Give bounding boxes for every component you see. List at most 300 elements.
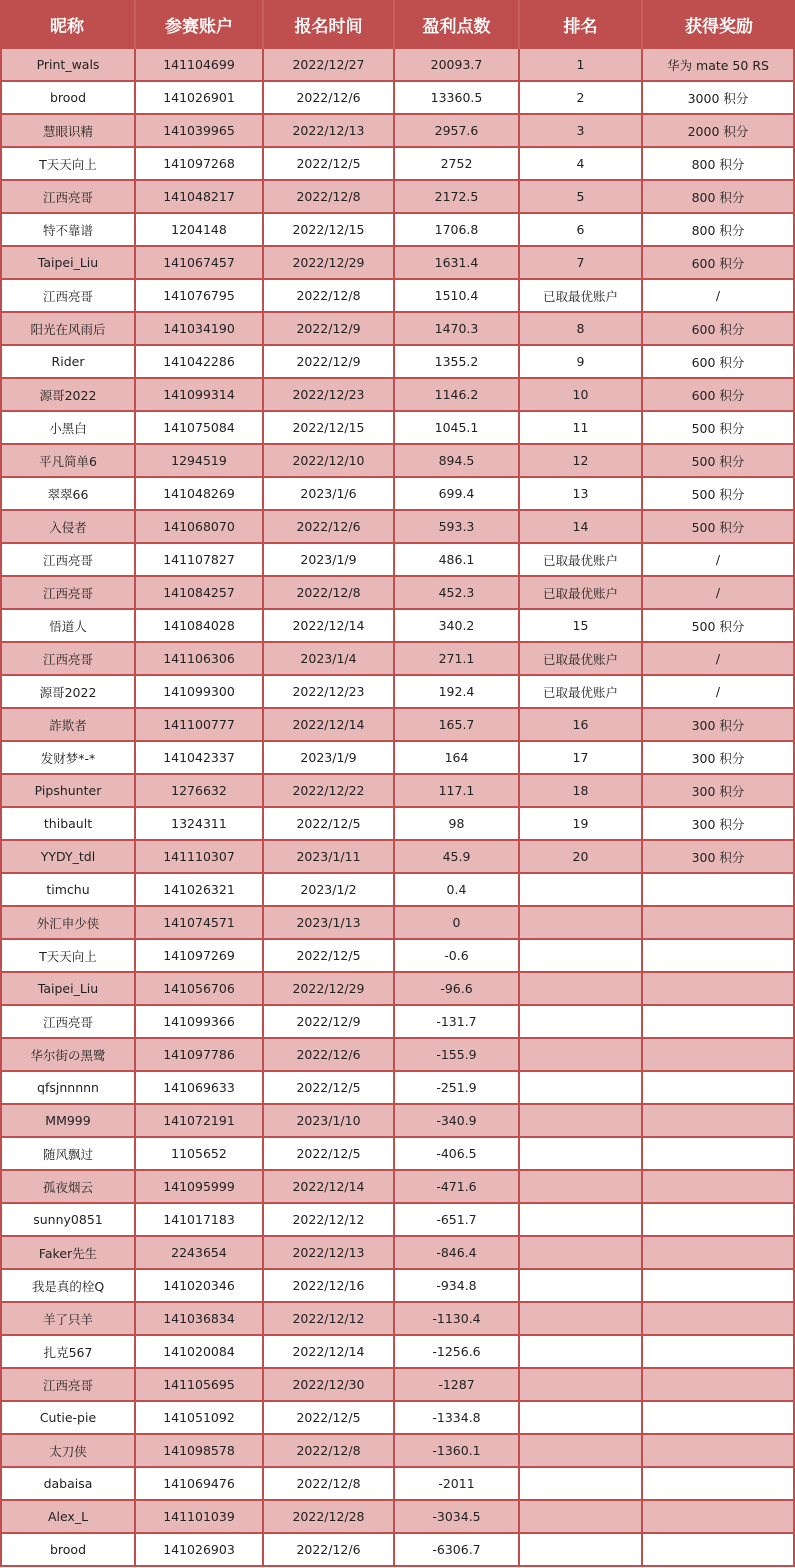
header-reward: 获得奖励	[685, 17, 753, 37]
cell-reward: 3000 积分	[643, 82, 795, 113]
cell-nickname: 江西亮哥	[0, 577, 136, 608]
cell-signup-date: 2022/12/14	[264, 1171, 395, 1202]
table-row	[0, 1237, 795, 1270]
cell-signup-date: 2022/12/5	[264, 148, 395, 179]
cell-profit-points: 117.1	[395, 775, 520, 806]
cell-signup-date: 2022/12/12	[264, 1303, 395, 1334]
cell-reward: 500 积分	[643, 478, 795, 509]
cell-profit-points: -471.6	[395, 1171, 520, 1202]
cell-reward: 300 积分	[643, 709, 795, 740]
cell-account: 141072191	[136, 1105, 264, 1136]
cell-profit-points: 45.9	[395, 841, 520, 872]
cell-profit-points: 699.4	[395, 478, 520, 509]
table-row	[0, 1138, 795, 1171]
cell-profit-points: -1287	[395, 1369, 520, 1400]
cell-signup-date: 2022/12/8	[264, 1435, 395, 1466]
cell-reward: 500 积分	[643, 445, 795, 476]
table-row	[0, 709, 795, 742]
cell-signup-date: 2022/12/15	[264, 214, 395, 245]
cell-signup-date: 2022/12/16	[264, 1270, 395, 1301]
table-row	[0, 1105, 795, 1138]
table-body	[0, 49, 795, 1567]
cell-account: 141026903	[136, 1534, 264, 1565]
cell-rank	[520, 1435, 643, 1466]
table-row	[0, 1204, 795, 1237]
table-row	[0, 247, 795, 280]
table-row	[0, 808, 795, 841]
cell-profit-points: 340.2	[395, 610, 520, 641]
cell-reward: 800 积分	[643, 148, 795, 179]
cell-nickname: 翠翠66	[0, 478, 136, 509]
header-rank: 排名	[520, 0, 643, 49]
cell-account: 141098578	[136, 1435, 264, 1466]
cell-signup-date: 2022/12/29	[264, 973, 395, 1004]
cell-signup-date: 2022/12/27	[264, 49, 395, 80]
cell-signup-date: 2022/12/5	[264, 808, 395, 839]
cell-reward: 600 积分	[643, 247, 795, 278]
cell-account: 1105652	[136, 1138, 264, 1169]
table-row	[0, 907, 795, 940]
cell-signup-date: 2022/12/14	[264, 610, 395, 641]
cell-account: 141097269	[136, 940, 264, 971]
cell-profit-points: 1146.2	[395, 379, 520, 410]
cell-account: 141107827	[136, 544, 264, 575]
cell-rank: 5	[520, 181, 643, 212]
cell-account: 141036834	[136, 1303, 264, 1334]
cell-profit-points: 452.3	[395, 577, 520, 608]
table-row	[0, 412, 795, 445]
cell-nickname: 慧眼识精	[0, 115, 136, 146]
cell-reward: 500 积分	[643, 610, 795, 641]
cell-profit-points: 1706.8	[395, 214, 520, 245]
cell-account: 141048269	[136, 478, 264, 509]
cell-nickname: 平凡简单6	[0, 445, 136, 476]
cell-nickname: sunny0851	[0, 1204, 136, 1235]
cell-account: 141105695	[136, 1369, 264, 1400]
cell-nickname: 源哥2022	[0, 379, 136, 410]
cell-nickname: timchu	[0, 874, 136, 905]
cell-rank: 2	[520, 82, 643, 113]
cell-account: 141097268	[136, 148, 264, 179]
cell-signup-date: 2022/12/5	[264, 1138, 395, 1169]
header-signup-date: 报名时间	[264, 0, 395, 49]
table-row	[0, 1402, 795, 1435]
cell-rank	[520, 1303, 643, 1334]
cell-profit-points: 1470.3	[395, 313, 520, 344]
cell-nickname: Print_wals	[0, 49, 136, 80]
cell-signup-date: 2023/1/2	[264, 874, 395, 905]
cell-rank	[520, 1336, 643, 1367]
table-row	[0, 1039, 795, 1072]
cell-reward	[643, 1303, 795, 1334]
cell-profit-points: 1631.4	[395, 247, 520, 278]
cell-rank	[520, 1171, 643, 1202]
cell-rank: 8	[520, 313, 643, 344]
cell-account: 141042337	[136, 742, 264, 773]
cell-reward: 600 积分	[643, 346, 795, 377]
cell-profit-points: 0	[395, 907, 520, 938]
cell-nickname: 羊了只羊	[0, 1303, 136, 1334]
cell-reward	[643, 874, 795, 905]
cell-profit-points: 271.1	[395, 643, 520, 674]
table-row	[0, 610, 795, 643]
cell-account: 141026901	[136, 82, 264, 113]
cell-rank	[520, 1402, 643, 1433]
cell-rank	[520, 973, 643, 1004]
cell-profit-points: 894.5	[395, 445, 520, 476]
cell-signup-date: 2022/12/5	[264, 1072, 395, 1103]
cell-account: 141095999	[136, 1171, 264, 1202]
cell-rank: 9	[520, 346, 643, 377]
cell-nickname: 詐欺者	[0, 709, 136, 740]
cell-reward	[643, 1270, 795, 1301]
cell-profit-points: 164	[395, 742, 520, 773]
cell-signup-date: 2022/12/9	[264, 313, 395, 344]
cell-account: 141048217	[136, 181, 264, 212]
cell-signup-date: 2022/12/5	[264, 1402, 395, 1433]
cell-profit-points: 2752	[395, 148, 520, 179]
cell-signup-date: 2022/12/9	[264, 346, 395, 377]
cell-nickname: MM999	[0, 1105, 136, 1136]
cell-rank: 已取最优账户	[520, 643, 643, 674]
cell-profit-points: 593.3	[395, 511, 520, 542]
cell-reward	[643, 1336, 795, 1367]
table-row	[0, 379, 795, 412]
cell-rank: 4	[520, 148, 643, 179]
table-row	[0, 1534, 795, 1567]
cell-account: 141039965	[136, 115, 264, 146]
cell-reward	[643, 1105, 795, 1136]
cell-reward: /	[643, 676, 795, 707]
cell-rank: 10	[520, 379, 643, 410]
cell-nickname: 入侵者	[0, 511, 136, 542]
cell-reward: 600 积分	[643, 379, 795, 410]
header-profit-points: 盈利点数	[395, 0, 520, 49]
cell-account: 1276632	[136, 775, 264, 806]
cell-profit-points: 1510.4	[395, 280, 520, 311]
cell-profit-points: 2957.6	[395, 115, 520, 146]
cell-rank	[520, 1072, 643, 1103]
cell-nickname: thibault	[0, 808, 136, 839]
cell-rank: 20	[520, 841, 643, 872]
cell-account: 141034190	[136, 313, 264, 344]
cell-nickname: Rider	[0, 346, 136, 377]
cell-profit-points: -934.8	[395, 1270, 520, 1301]
cell-profit-points: -0.6	[395, 940, 520, 971]
cell-nickname: 悟道人	[0, 610, 136, 641]
cell-account: 141099300	[136, 676, 264, 707]
table-row	[0, 1501, 795, 1534]
table-row	[0, 346, 795, 379]
cell-nickname: YYDY_tdl	[0, 841, 136, 872]
cell-profit-points: -96.6	[395, 973, 520, 1004]
cell-rank	[520, 1534, 643, 1565]
cell-account: 141097786	[136, 1039, 264, 1070]
cell-signup-date: 2022/12/9	[264, 1006, 395, 1037]
cell-profit-points: 165.7	[395, 709, 520, 740]
cell-nickname: Faker先生	[0, 1237, 136, 1268]
table-row	[0, 1336, 795, 1369]
cell-profit-points: -131.7	[395, 1006, 520, 1037]
table-row	[0, 445, 795, 478]
table-row	[0, 1072, 795, 1105]
cell-signup-date: 2023/1/6	[264, 478, 395, 509]
cell-signup-date: 2023/1/4	[264, 643, 395, 674]
cell-nickname: 源哥2022	[0, 676, 136, 707]
cell-account: 141051092	[136, 1402, 264, 1433]
cell-nickname: 江西亮哥	[0, 280, 136, 311]
cell-account: 141020084	[136, 1336, 264, 1367]
table-row	[0, 181, 795, 214]
cell-reward	[643, 1171, 795, 1202]
cell-signup-date: 2022/12/10	[264, 445, 395, 476]
cell-rank: 19	[520, 808, 643, 839]
table-row	[0, 643, 795, 676]
cell-signup-date: 2022/12/6	[264, 511, 395, 542]
cell-nickname: brood	[0, 82, 136, 113]
table-row	[0, 973, 795, 1006]
cell-reward: 2000 积分	[643, 115, 795, 146]
cell-signup-date: 2022/12/14	[264, 1336, 395, 1367]
cell-nickname: Alex_L	[0, 1501, 136, 1532]
cell-account: 141017183	[136, 1204, 264, 1235]
cell-profit-points: -251.9	[395, 1072, 520, 1103]
cell-signup-date: 2022/12/6	[264, 1534, 395, 1565]
cell-rank: 已取最优账户	[520, 676, 643, 707]
table-row	[0, 1006, 795, 1039]
cell-account: 141067457	[136, 247, 264, 278]
cell-rank	[520, 1270, 643, 1301]
cell-signup-date: 2022/12/13	[264, 115, 395, 146]
cell-signup-date: 2022/12/8	[264, 280, 395, 311]
cell-nickname: 特不靠谱	[0, 214, 136, 245]
table-row	[0, 478, 795, 511]
cell-rank: 17	[520, 742, 643, 773]
cell-signup-date: 2022/12/5	[264, 940, 395, 971]
cell-signup-date: 2022/12/12	[264, 1204, 395, 1235]
cell-reward: 300 积分	[643, 775, 795, 806]
cell-nickname: 外汇申少侠	[0, 907, 136, 938]
cell-nickname: 随风飘过	[0, 1138, 136, 1169]
cell-rank: 3	[520, 115, 643, 146]
cell-account: 141084257	[136, 577, 264, 608]
table-header	[0, 0, 795, 49]
cell-rank	[520, 1006, 643, 1037]
cell-nickname: 江西亮哥	[0, 1369, 136, 1400]
cell-reward	[643, 1402, 795, 1433]
cell-profit-points: -651.7	[395, 1204, 520, 1235]
cell-account: 141026321	[136, 874, 264, 905]
cell-account: 141020346	[136, 1270, 264, 1301]
cell-signup-date: 2022/12/14	[264, 709, 395, 740]
header-nickname: 昵称	[0, 0, 136, 49]
cell-rank	[520, 874, 643, 905]
cell-nickname: 我是真的栓Q	[0, 1270, 136, 1301]
cell-profit-points: -1130.4	[395, 1303, 520, 1334]
cell-account: 141042286	[136, 346, 264, 377]
cell-account: 141076795	[136, 280, 264, 311]
cell-profit-points: 20093.7	[395, 49, 520, 80]
cell-account: 141068070	[136, 511, 264, 542]
cell-rank: 16	[520, 709, 643, 740]
cell-account: 141084028	[136, 610, 264, 641]
cell-rank: 1	[520, 49, 643, 80]
cell-signup-date: 2022/12/22	[264, 775, 395, 806]
cell-signup-date: 2023/1/13	[264, 907, 395, 938]
cell-reward: 华为 mate 50 RS	[643, 49, 795, 80]
cell-account: 141104699	[136, 49, 264, 80]
cell-rank: 15	[520, 610, 643, 641]
cell-profit-points: 1355.2	[395, 346, 520, 377]
table-row	[0, 82, 795, 115]
cell-reward	[643, 1369, 795, 1400]
cell-profit-points: -3034.5	[395, 1501, 520, 1532]
cell-reward: 600 积分	[643, 313, 795, 344]
cell-account: 141056706	[136, 973, 264, 1004]
cell-reward: 800 积分	[643, 214, 795, 245]
cell-account: 141075084	[136, 412, 264, 443]
cell-rank: 12	[520, 445, 643, 476]
table-row	[0, 775, 795, 808]
cell-reward: 500 积分	[643, 412, 795, 443]
cell-profit-points: -2011	[395, 1468, 520, 1499]
cell-reward	[643, 1468, 795, 1499]
cell-account: 141069633	[136, 1072, 264, 1103]
cell-reward	[643, 1072, 795, 1103]
table-row	[0, 1435, 795, 1468]
cell-signup-date: 2022/12/29	[264, 247, 395, 278]
cell-reward: /	[643, 544, 795, 575]
cell-profit-points: 486.1	[395, 544, 520, 575]
cell-signup-date: 2022/12/23	[264, 676, 395, 707]
cell-nickname: 小黑白	[0, 412, 136, 443]
cell-reward: 300 积分	[643, 841, 795, 872]
cell-account: 141099314	[136, 379, 264, 410]
cell-signup-date: 2022/12/8	[264, 1468, 395, 1499]
cell-rank: 7	[520, 247, 643, 278]
cell-rank: 已取最优账户	[520, 280, 643, 311]
cell-account: 141074571	[136, 907, 264, 938]
cell-rank	[520, 940, 643, 971]
cell-rank: 已取最优账户	[520, 544, 643, 575]
cell-profit-points: 2172.5	[395, 181, 520, 212]
cell-rank	[520, 1204, 643, 1235]
cell-signup-date: 2022/12/8	[264, 181, 395, 212]
cell-nickname: 江西亮哥	[0, 1006, 136, 1037]
cell-nickname: dabaisa	[0, 1468, 136, 1499]
cell-profit-points: -406.5	[395, 1138, 520, 1169]
cell-reward	[643, 940, 795, 971]
table-row	[0, 841, 795, 874]
cell-rank: 13	[520, 478, 643, 509]
cell-profit-points: 13360.5	[395, 82, 520, 113]
cell-nickname: 江西亮哥	[0, 181, 136, 212]
cell-signup-date: 2023/1/11	[264, 841, 395, 872]
table-row	[0, 577, 795, 610]
cell-rank	[520, 1039, 643, 1070]
cell-profit-points: 98	[395, 808, 520, 839]
cell-rank	[520, 907, 643, 938]
cell-nickname: 江西亮哥	[0, 643, 136, 674]
cell-profit-points: -6306.7	[395, 1534, 520, 1565]
cell-nickname: 太刀侠	[0, 1435, 136, 1466]
table-row	[0, 214, 795, 247]
cell-reward: /	[643, 577, 795, 608]
cell-rank: 14	[520, 511, 643, 542]
table-row	[0, 1468, 795, 1501]
cell-nickname: Taipei_Liu	[0, 247, 136, 278]
table-row	[0, 511, 795, 544]
cell-nickname: 发财梦*-*	[0, 742, 136, 773]
cell-rank: 11	[520, 412, 643, 443]
cell-profit-points: -846.4	[395, 1237, 520, 1268]
cell-rank: 已取最优账户	[520, 577, 643, 608]
cell-account: 141069476	[136, 1468, 264, 1499]
cell-reward	[643, 1534, 795, 1565]
cell-reward: 500 积分	[643, 511, 795, 542]
cell-signup-date: 2022/12/28	[264, 1501, 395, 1532]
table-row	[0, 1171, 795, 1204]
cell-profit-points: 1045.1	[395, 412, 520, 443]
cell-nickname: 华尔街の黑鹭	[0, 1039, 136, 1070]
cell-profit-points: 192.4	[395, 676, 520, 707]
cell-signup-date: 2023/1/10	[264, 1105, 395, 1136]
cell-nickname: 孤夜烟云	[0, 1171, 136, 1202]
cell-nickname: 江西亮哥	[0, 544, 136, 575]
cell-reward	[643, 1138, 795, 1169]
cell-account: 141110307	[136, 841, 264, 872]
table-row	[0, 280, 795, 313]
cell-profit-points: -1360.1	[395, 1435, 520, 1466]
cell-reward: 300 积分	[643, 742, 795, 773]
table-row	[0, 1369, 795, 1402]
table-row	[0, 1270, 795, 1303]
cell-account: 1204148	[136, 214, 264, 245]
table-row	[0, 115, 795, 148]
cell-reward: /	[643, 643, 795, 674]
cell-reward	[643, 973, 795, 1004]
cell-reward	[643, 1204, 795, 1235]
cell-profit-points: -155.9	[395, 1039, 520, 1070]
cell-reward	[643, 1237, 795, 1268]
cell-reward	[643, 1435, 795, 1466]
cell-rank	[520, 1501, 643, 1532]
cell-signup-date: 2022/12/13	[264, 1237, 395, 1268]
table-row	[0, 940, 795, 973]
cell-rank	[520, 1369, 643, 1400]
cell-profit-points: -1334.8	[395, 1402, 520, 1433]
cell-reward: 800 积分	[643, 181, 795, 212]
table-row	[0, 313, 795, 346]
cell-account: 1324311	[136, 808, 264, 839]
cell-account: 141101039	[136, 1501, 264, 1532]
cell-rank	[520, 1105, 643, 1136]
cell-account: 141100777	[136, 709, 264, 740]
cell-profit-points: -1256.6	[395, 1336, 520, 1367]
cell-account: 141099366	[136, 1006, 264, 1037]
table-row	[0, 49, 795, 82]
cell-account: 2243654	[136, 1237, 264, 1268]
cell-signup-date: 2023/1/9	[264, 544, 395, 575]
table-row	[0, 676, 795, 709]
cell-nickname: Cutie-pie	[0, 1402, 136, 1433]
cell-nickname: T天天向上	[0, 940, 136, 971]
cell-rank: 6	[520, 214, 643, 245]
cell-reward: 300 积分	[643, 808, 795, 839]
cell-nickname: Pipshunter	[0, 775, 136, 806]
cell-nickname: 阳光在风雨后	[0, 313, 136, 344]
cell-nickname: 扎克567	[0, 1336, 136, 1367]
